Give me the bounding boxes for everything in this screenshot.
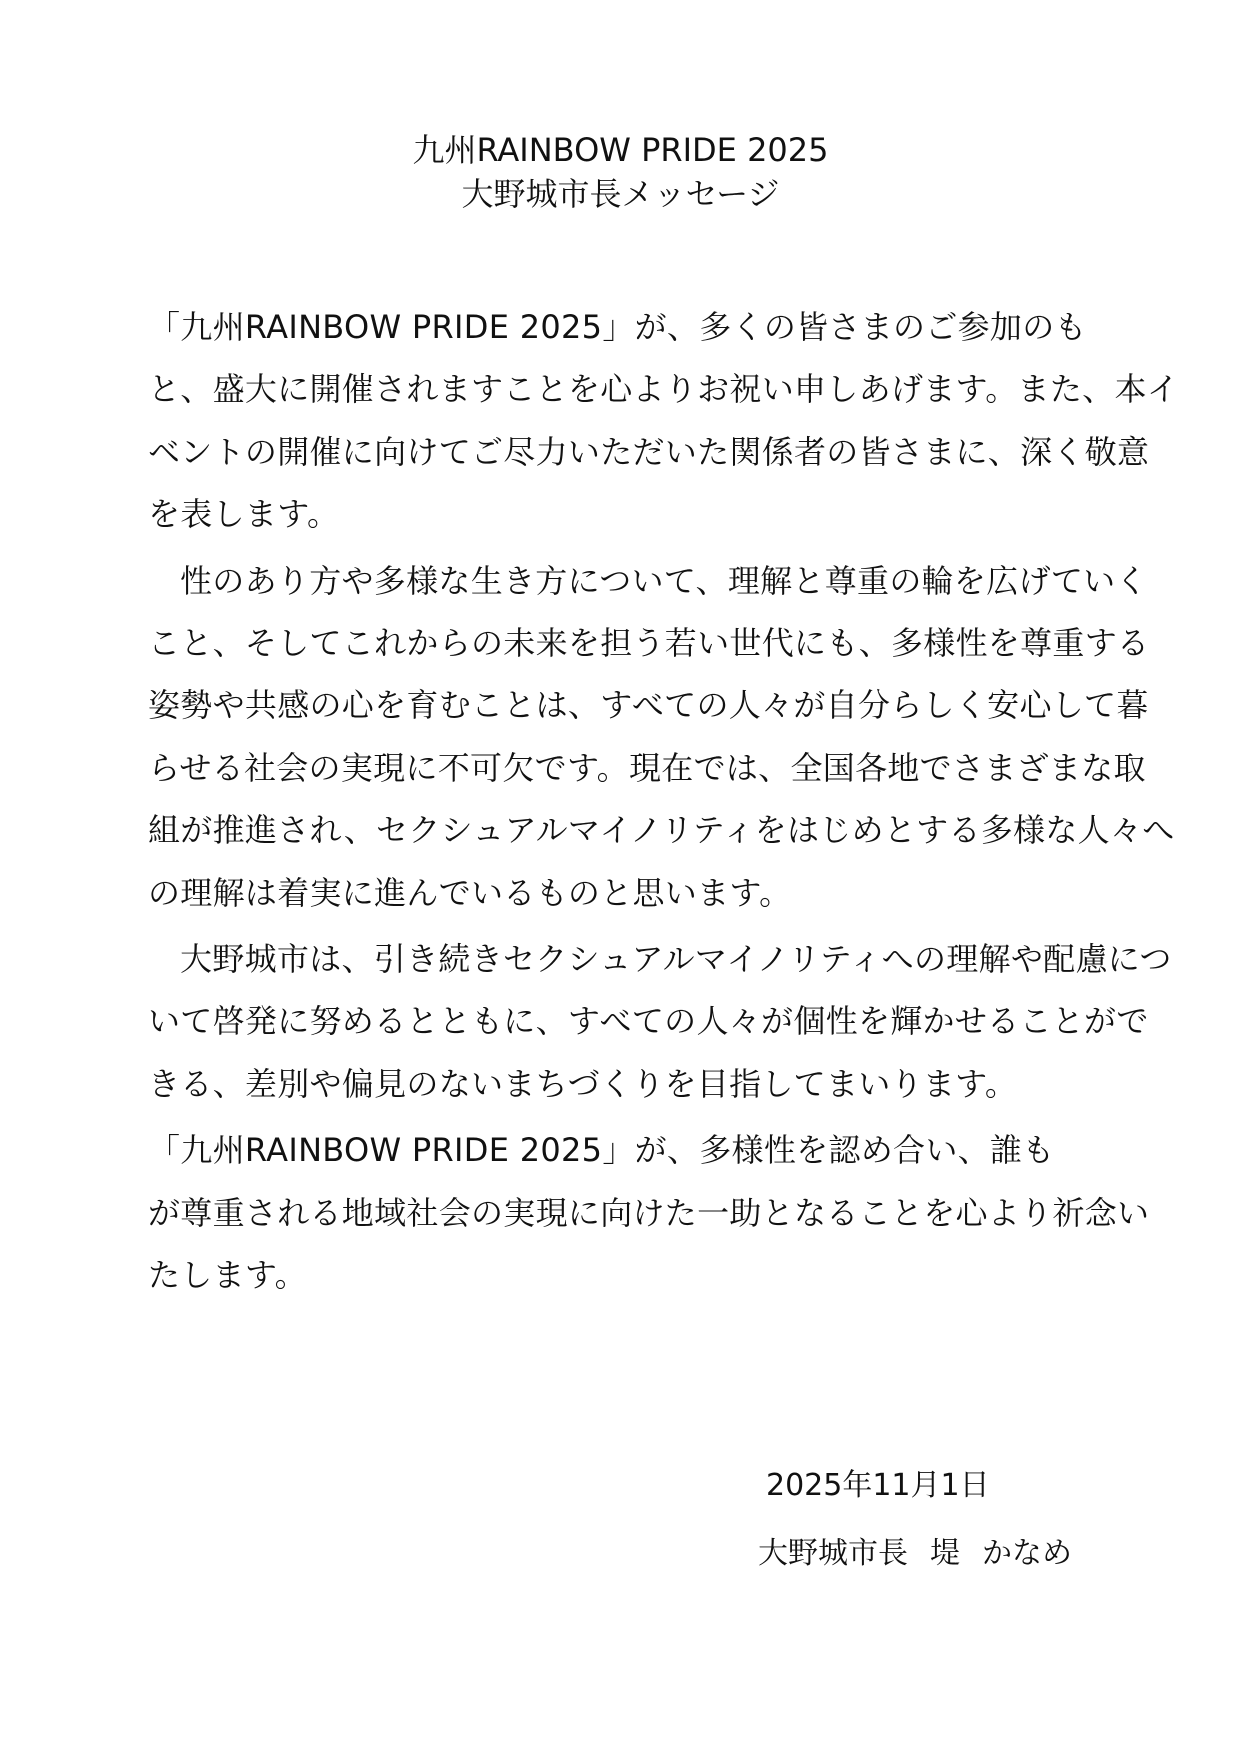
event-title: 九州RAINBOW PRIDE 2025 bbox=[412, 131, 829, 169]
message-date: 2025年11月1日 bbox=[766, 1468, 990, 1503]
paragraph-4-line-2: が尊重される地域社会の実現に向けた一助となることを心より祈念い bbox=[148, 1193, 1150, 1232]
paragraph-2-line-6: の理解は着実に進んでいるものと思います。 bbox=[148, 873, 792, 912]
paragraph-3-line-1: 大野城市は、引き続きセクシュアルマイノリティへの理解や配慮につ bbox=[180, 940, 1172, 979]
message-subtitle: 大野城市長メッセージ bbox=[461, 175, 780, 213]
mayor-given-name: かなめ bbox=[982, 1536, 1072, 1571]
paragraph-1-line-2: と、盛大に開催されますことを心よりお祝い申しあげます。また、本イ bbox=[148, 370, 1180, 409]
paragraph-2-line-1: 性のあり方や多様な生き方について、理解と尊重の輪を広げていく bbox=[180, 561, 1148, 600]
paragraph-1-line-1: 「九州RAINBOW PRIDE 2025」が、多くの皆さまのご参加のも bbox=[148, 308, 1087, 346]
mayor-position: 大野城市長 bbox=[758, 1536, 908, 1571]
paragraph-3-line-3: きる、差別や偏見のないまちづくりを目指してまいります。 bbox=[148, 1064, 1018, 1103]
mayor-signature bbox=[758, 1532, 1072, 1576]
mayor-surname: 堤 bbox=[930, 1536, 960, 1571]
paragraph-2-line-5: 組が推進され、セクシュアルマイノリティをはじめとする多様な人々へ bbox=[148, 811, 1175, 850]
paragraph-4-line-1: 「九州RAINBOW PRIDE 2025」が、多様性を認め合い、誰も bbox=[148, 1131, 1055, 1170]
message-body bbox=[148, 296, 1180, 1307]
title-block bbox=[0, 128, 1241, 216]
paragraph-3-line-2: いて啓発に努めるとともに、すべての人々が個性を輝かせることがで bbox=[148, 1002, 1149, 1041]
paragraph-1-line-4: を表します。 bbox=[148, 495, 340, 534]
paragraph-4-line-3: たします。 bbox=[148, 1256, 307, 1295]
paragraph-1-line-3: ベントの開催に向けてご尽力いただいた関係者の皆さまに、深く敬意 bbox=[148, 432, 1150, 471]
paragraph-2-line-2: こと、そしてこれからの未来を担う若い世代にも、多様性を尊重する bbox=[148, 624, 1150, 663]
paragraph-2-line-3: 姿勢や共感の心を育むことは、すべての人々が自分らしく安心して暮 bbox=[148, 686, 1149, 725]
paragraph-2-line-4: らせる社会の実現に不可欠です。現在では、全国各地でさまざまな取 bbox=[148, 748, 1146, 787]
